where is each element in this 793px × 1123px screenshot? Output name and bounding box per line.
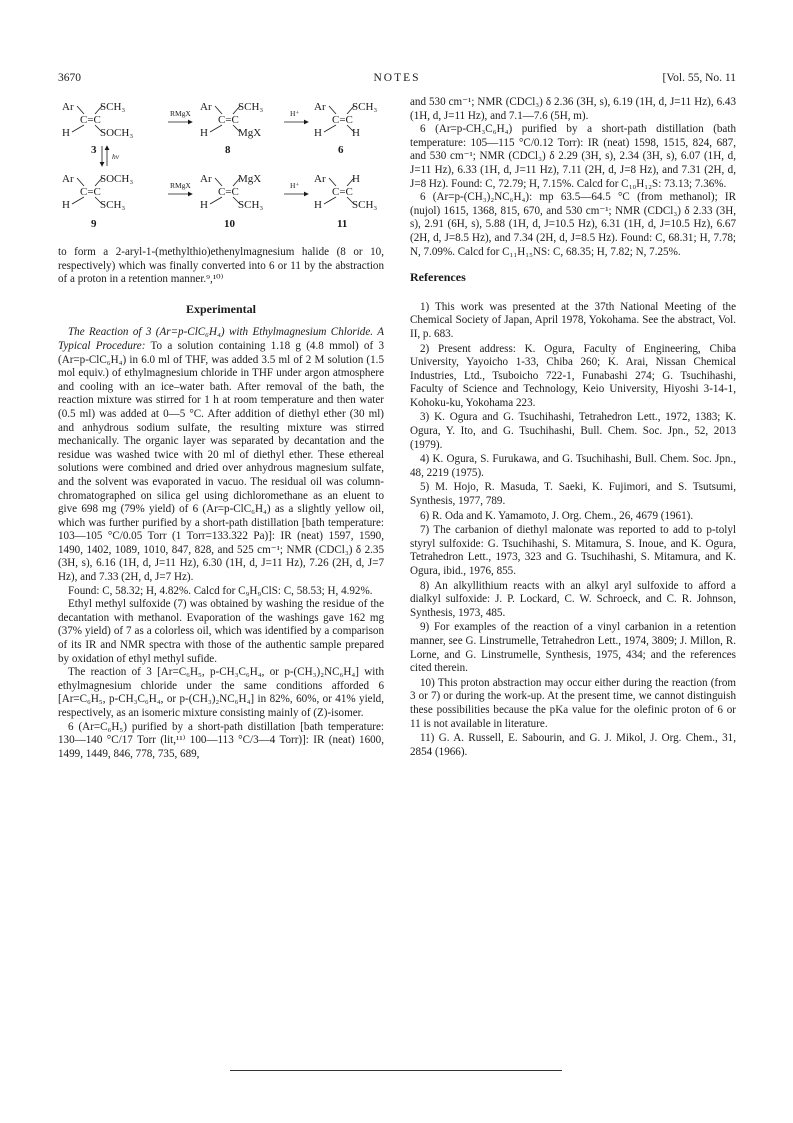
- reference-item: 11) G. A. Russell, E. Sabourin, and G. J. Mikol, J. Org. Chem., 31, 2854 (1966).: [410, 732, 736, 758]
- mol3-ar: Ar: [62, 101, 74, 113]
- mol8-ar: Ar: [200, 101, 212, 113]
- mol10-r1: MgX: [238, 173, 262, 185]
- mol11-r2: SCH₃: [352, 199, 378, 211]
- molecule-11: [314, 173, 377, 230]
- volume-info: [Vol. 55, No. 11: [662, 72, 736, 84]
- mol6-label: 6: [338, 144, 344, 156]
- mol3-cc: C=C: [80, 114, 101, 126]
- reaction-scheme: [58, 98, 384, 236]
- mol11-r1: H: [352, 173, 360, 185]
- mol3-label: 3: [91, 144, 97, 156]
- reference-item: 8) An alkyllithium reacts with an alkyl aryl sulfoxide to afford a dialkyl sulfoxide: J. P. Lockard, C. W. Schroeck, and C. R. Johnson, Synthesis, 1973, 485.: [410, 579, 736, 619]
- mol11-label: 11: [337, 218, 348, 230]
- hv-label: hν: [112, 152, 120, 161]
- mol9-label: 9: [91, 218, 97, 230]
- mol10-r2: SCH₃: [238, 199, 264, 211]
- continued-paragraph: and 530 cm⁻¹; NMR (CDCl₃) δ 2.36 (3H, s), 6.19 (1H, d, J=11 Hz), 6.43 (1H, d, J=11 Hz), and 7.1—7.6 (5H, m).: [410, 96, 736, 122]
- reference-item: 3) K. Ogura and G. Tsuchihashi, Tetrahedron Lett., 1972, 1383; K. Ogura, Y. Ito, and G. Tsuchihashi, Bull. Chem. Soc. Jpn., 52, 2013 (1979).: [410, 411, 736, 451]
- mol10-ar: Ar: [200, 173, 212, 185]
- reference-item: 6) R. Oda and K. Yamamoto, J. Org. Chem., 26, 4679 (1961).: [420, 509, 694, 522]
- mol10-h: H: [200, 199, 208, 211]
- dimethylamino-paragraph: 6 (Ar=p-(CH₃)₂NC₆H₄): mp 63.5—64.5 °C (from methanol); IR (nujol) 1615, 1368, 815, 670, and 530 cm⁻¹; NMR (CDCl₃) δ 2.33 (3H, s), 2.91 (6H, s), 5.88 (1H, d, J=10.5 Hz), 6.31 (1H, d, J=10.5 Hz), 6.67 (2H, d, J=8.5 Hz), and 7.34 (2H, d, J=8.5 Hz). Found: C, 68.31; H, 7.78; N, 7.09%. Calcd for C₁₁H₁₅NS: C, 68.35; H, 7.82; N, 7.25%.: [410, 191, 736, 258]
- molecule-10: [200, 173, 263, 230]
- molecule-8: [200, 101, 263, 156]
- reference-item: 4) K. Ogura, S. Furukawa, and G. Tsuchihashi, Bull. Chem. Soc. Jpn., 48, 2219 (1975).: [410, 453, 736, 479]
- section-title: NOTES: [373, 72, 421, 84]
- arrow4-reagent: H⁺: [290, 181, 300, 190]
- molecule-9: [62, 173, 133, 230]
- arrow1-reagent: RMgX: [170, 109, 191, 118]
- mol9-r2: SCH₃: [100, 199, 126, 211]
- running-header: [58, 71, 736, 85]
- references-heading: References: [410, 270, 466, 285]
- mol6-ar: Ar: [314, 101, 326, 113]
- mol3-r1: SCH₃: [100, 101, 126, 113]
- mol8-r2: MgX: [238, 127, 262, 139]
- found-paragraph-1: Found: C, 58.32; H, 4.82%. Calcd for C₉H₉ClS: C, 58.53; H, 4.92%.: [68, 584, 373, 597]
- mol9-r1: SOCH₃: [100, 173, 134, 185]
- mol8-cc: C=C: [218, 114, 239, 126]
- molecule-6: [314, 101, 377, 156]
- reference-item: 2) Present address: K. Ogura, Faculty of Engineering, Chiba University, Yayoicho 1-33, Chiba 260; K. Arai, Nissan Chemical Industries, Ltd., Tsuboicho 722-1, Funabashi 274; G. Tsuchihashi, Faculty of Science and Technology, Keio University, Hiyoshi 3-14-1, Kohoku-ku, Yokohama 223.: [410, 342, 736, 409]
- mol6-r1: SCH₃: [352, 101, 378, 113]
- reaction-scheme-svg: [58, 98, 384, 236]
- reference-item: 9) For examples of the reaction of a vinyl carbanion in a retention manner, see G. Linstrumelle, Tetrahedron Lett., 1974, 3809; J. Millon, R. Lorne, and G. Linstrumelle, Synthesis, 1975, 434; and the references cited therein.: [410, 621, 736, 675]
- mol3-r2: SOCH₃: [100, 127, 134, 139]
- phenyl-paragraph: 6 (Ar=C₆H₅) purified by a short-path distillation [bath temperature: 130—140 °C/17 Torr (lit,¹¹⁾ 100—113 °C/3—4 Torr)]: IR (neat) 1600, 1499, 1449, 846, 778, 735, 689,: [58, 720, 384, 760]
- reference-item: 10) This proton abstraction may occur either during the reaction (from 3 or 7) or during the work-up. At the present time, we cannot distinguish these possibilities because the pKa value for the olefinic proton of 6 or 11 is not available in literature.: [410, 676, 736, 730]
- intro-paragraph: to form a 2-aryl-1-(methylthio)ethenylmagnesium halide (8 or 10, respectively) which was finally converted into 6 or 11 by the abstraction of a proton in a retention manner.⁹,¹⁰⁾: [58, 246, 384, 286]
- end-rule: [230, 1070, 562, 1071]
- mol6-r2: H: [352, 127, 360, 139]
- tolyl-paragraph: 6 (Ar=p-CH₃C₆H₄) purified by a short-path distillation (bath temperature: 105—115 °C/0.12 Torr): IR (neat) 1598, 1515, 824, 687, and 530 cm⁻¹; NMR (CDCl₃) δ 2.29 (3H, s), 2.34 (3H, s), 6.07 (1H, d, J=11 Hz), 6.33 (1H, d, J=11 Hz), 7.11 (2H, d, J=8 Hz), and 7.31 (2H, d, J=8 Hz). Found: C, 72.79; H, 7.15%. Calcd for C₁₀H₁₂S: 73.13; 7.36%.: [410, 123, 736, 190]
- mol9-cc: C=C: [80, 186, 101, 198]
- mol9-ar: Ar: [62, 173, 74, 185]
- mol6-h: H: [314, 127, 322, 139]
- mol10-cc: C=C: [218, 186, 239, 198]
- molecule-3: [62, 101, 133, 156]
- mol3-h: H: [62, 127, 70, 139]
- procedure-title: The Reaction of 3 (Ar=p-ClC₆H₄) with Ethylmagnesium Chloride. A Typical Procedure:: [58, 326, 384, 352]
- mol9-h: H: [62, 199, 70, 211]
- references-list: [410, 301, 736, 760]
- mol8-r1: SCH₃: [238, 101, 264, 113]
- mol11-cc: C=C: [332, 186, 353, 198]
- experimental-heading: Experimental: [186, 301, 256, 316]
- mol8-label: 8: [225, 144, 231, 156]
- reference-item: 5) M. Hojo, R. Masuda, T. Saeki, K. Fujimori, and S. Tsutsumi, Synthesis, 1977, 789.: [410, 481, 736, 508]
- left-column: [58, 98, 384, 761]
- reference-item: 7) The carbanion of diethyl malonate was reported to add to p-tolyl styryl sulfoxide: G. Tsuchihashi, S. Mitamura, S. Inoue, and K. Ogura, Tetrahedron Lett., 1973, 323 and G. Tsuchihashi, S. Mitamura, and K. Ogura, ibid., 1976, 855.: [410, 524, 736, 577]
- mol11-h: H: [314, 199, 322, 211]
- procedure-paragraph: [58, 326, 384, 584]
- mol11-ar: Ar: [314, 173, 326, 185]
- mol6-cc: C=C: [332, 114, 353, 126]
- sulfoxide-paragraph: Ethyl methyl sulfoxide (7) was obtained by washing the residue of the decantation with methanol. Evaporation of the washings gave 162 mg (37% yield) of 7 as a colorless oil, which was identified by a comparison of its IR and NMR spectra with those of the authentic sample prepared by oxidation of ethyl methyl sufide.: [58, 598, 384, 665]
- arrow3-reagent: RMgX: [170, 181, 191, 190]
- reaction-paragraph: The reaction of 3 [Ar=C₆H₅, p-CH₃C₆H₄, or p-(CH₃)₂NC₆H₄] with ethylmagnesium chloride under the same conditions afforded 6 [Ar=C₆H₅, p-CH₃C₆H₄, or p-(CH₃)₂NC₆H₄] in 82%, 60%, or 41% yield, respectively, as an isomeric mixture consisting mainly of (Z)-isomer.: [58, 666, 384, 719]
- arrow2-reagent: H⁺: [290, 109, 300, 118]
- procedure-body: To a solution containing 1.18 g (4.8 mmol) of 3 (Ar=p-ClC₆H₄) in 6.0 ml of THF, was added 3.5 ml of 2 M solution (1.5 mol equiv.) of ethylmagnesium chloride in THF under argon atmosphere and cooling with an ice–water bath. After removal of the bath, the reaction mixture was stirred for 1 h at room temperature and then water (0.5 ml) was added at 0—5 °C. After addition of diethyl ether (30 ml) and anhydrous sodium sulfate, the resulting mixture was stirred mechanically. The organic layer was separated by decantation and the residue was washed twice with 20 ml of diethyl ether. These ethereal solutions were combined and dried over anhydrous magnesium sulfate, and the solvent was evaporated in vacuo. The residual oil was column-chromatographed on silica gel using dichloromethane as an eluent to give 698 mg (79% yield) of 6 (Ar=p-ClC₆H₄) as a slightly yellow oil, which was further purified by a short-path distillation [bath temperature: 103—105 °C/0.05 Torr (1 Torr=133.322 Pa)]: IR (neat) 1597, 1590, 1490, 1402, 1089, 1010, 847, 828, and 525 cm⁻¹; NMR (CDCl₃) δ 2.35 (3H, s), 6.16 (1H, d, J=11 Hz), 6.30 (1H, d, J=11 Hz), 7.26 (2H, d, J=7 Hz), and 7.33 (2H, d, J=7 Hz).: [58, 339, 385, 584]
- mol10-label: 10: [224, 218, 235, 230]
- page-number: 3670: [58, 72, 81, 84]
- right-column: [410, 96, 736, 760]
- reference-item: 1) This work was presented at the 37th National Meeting of the Chemical Society of Japan, April 1978, Yokohama. See the abstract, Vol. II, p. 683.: [410, 300, 736, 340]
- mol8-h: H: [200, 127, 208, 139]
